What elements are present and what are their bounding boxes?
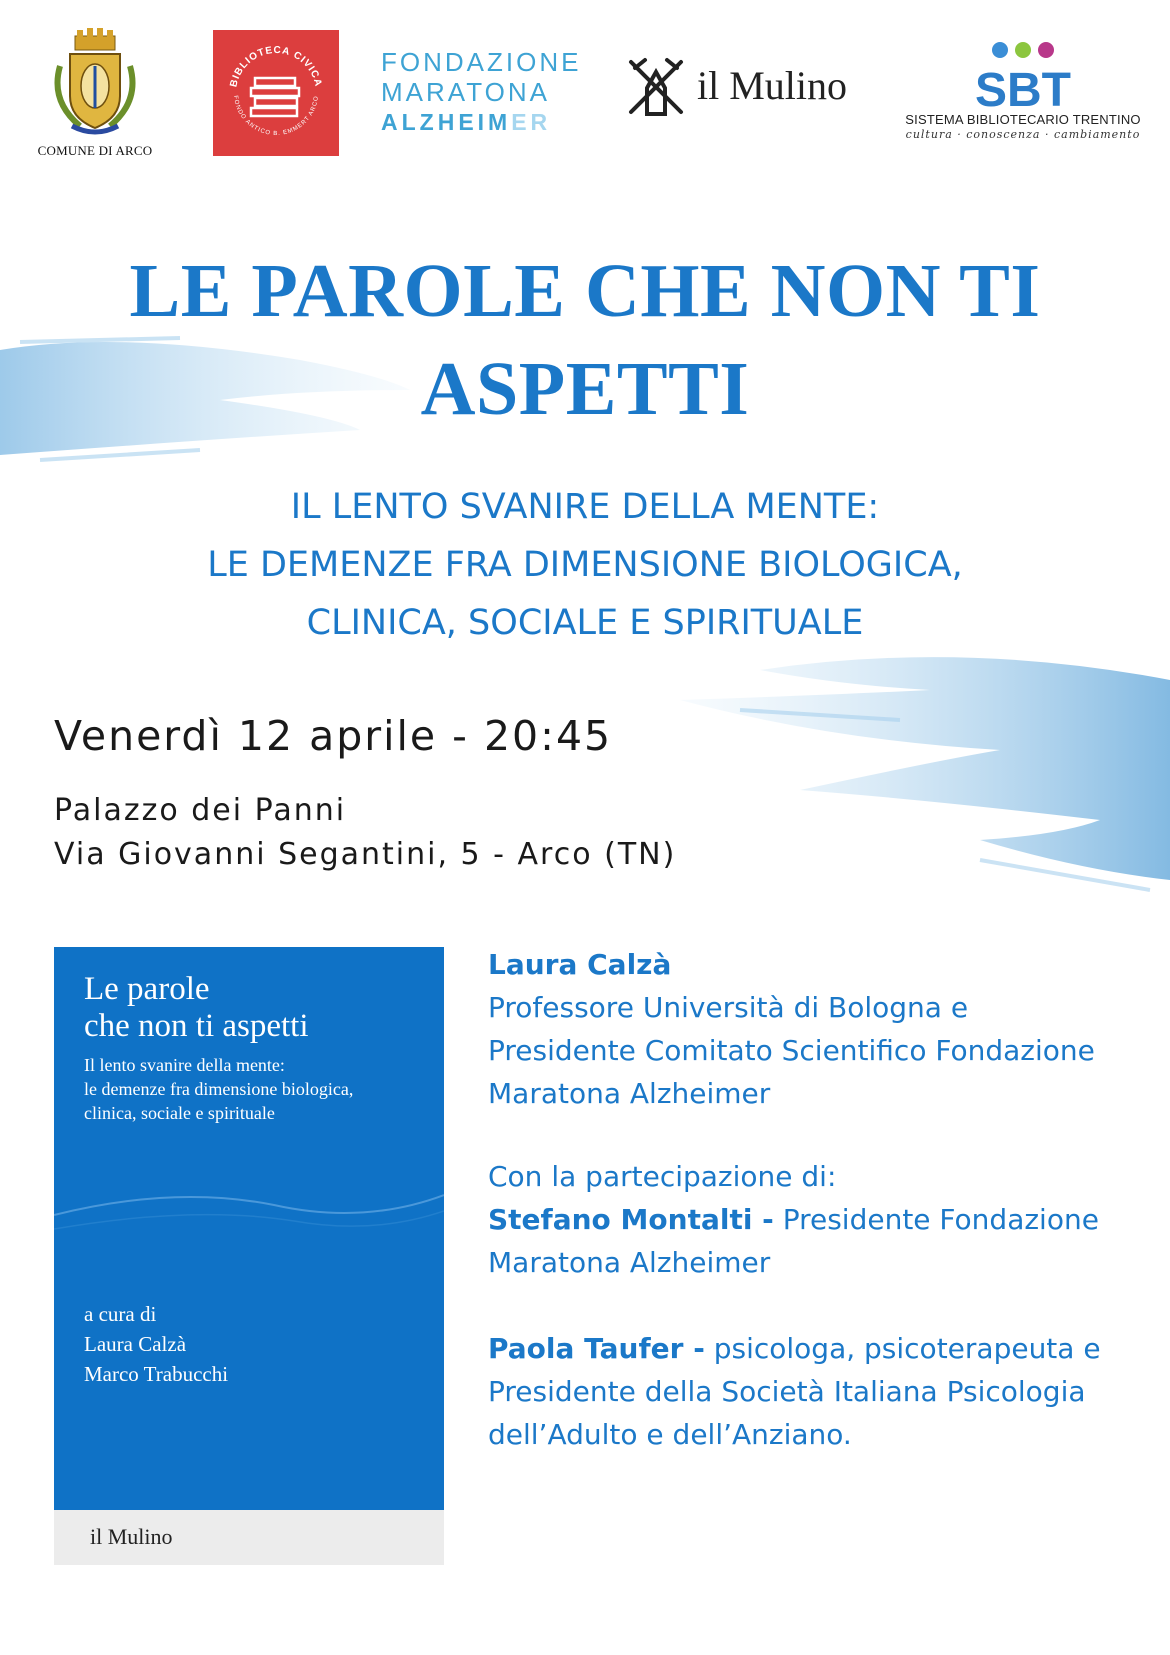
comune-caption: COMUNE DI ARCO	[37, 143, 153, 158]
biblioteca-civica-logo	[213, 30, 339, 156]
coat-of-arms-icon	[30, 26, 160, 141]
book-title-line-1: Le parole	[84, 971, 210, 1007]
book-subtitle-line-1: Il lento svanire della mente:	[84, 1055, 285, 1075]
guest-1	[488, 1198, 1148, 1241]
subtitle-line-2: LE DEMENZE FRA DIMENSIONE BIOLOGICA,	[207, 545, 963, 585]
sbt-name: SISTEMA BIBLIOTECARIO TRENTINO	[905, 112, 1141, 127]
subtitle-line-1: IL LENTO SVANIRE DELLA MENTE:	[290, 487, 880, 527]
book-curated-by: a cura di	[84, 1302, 157, 1326]
participation-intro: Con la partecipazione di:	[488, 1160, 837, 1193]
main-speaker-role-3: Maratona Alzheimer	[488, 1077, 771, 1110]
guest-1-role-b: Maratona Alzheimer	[488, 1246, 771, 1279]
brush-stroke-right	[680, 640, 1170, 900]
book-editors	[84, 1299, 228, 1389]
book-wave-decoration	[54, 1185, 444, 1245]
il-mulino-logo	[625, 54, 865, 120]
sbt-tagline: cultura · conoscenza · cambiamento	[905, 128, 1141, 141]
svg-text:FONDO ANTICO B. EMMERT ARCO: FONDO ANTICO B. EMMERT ARCO	[232, 95, 320, 138]
event-title	[60, 242, 1110, 438]
title-line-1: LE PAROLE CHE NON TI	[129, 249, 1041, 333]
book-footer	[54, 1510, 444, 1565]
comune-di-arco-logo	[30, 26, 160, 156]
venue-address: Via Giovanni Segantini, 5 - Arco (TN)	[54, 837, 677, 872]
venue-name: Palazzo dei Panni	[54, 793, 347, 828]
title-line-2: ASPETTI	[420, 347, 750, 431]
book-title-line-2: che non ti aspetti	[84, 1008, 309, 1044]
guest-2-role-c: dell’Adulto e dell’Anziano.	[488, 1418, 852, 1451]
books-icon	[213, 30, 339, 156]
main-speaker-role-2: Presidente Comitato Scientifico Fondazione	[488, 1034, 1095, 1067]
guest-1-name: Stefano Montalti -	[488, 1203, 774, 1236]
event-place	[54, 789, 676, 877]
guest-2	[488, 1327, 1148, 1370]
main-speaker-name: Laura Calzà	[488, 948, 672, 981]
guest-2-role-b: Presidente della Società Italiana Psicologia	[488, 1375, 1086, 1408]
subtitle-line-3: CLINICA, SOCIALE E SPIRITUALE	[306, 603, 864, 643]
book-editor-2: Marco Trabucchi	[84, 1362, 229, 1386]
fma-line-3a: ALZHEIM	[381, 109, 512, 135]
book-editor-1: Laura Calzà	[84, 1332, 187, 1356]
guest-2-name: Paola Taufer -	[488, 1332, 705, 1365]
book-cover	[54, 947, 444, 1565]
fma-line-3b: ER	[511, 109, 552, 135]
event-date: Venerdì 12 aprile - 20:45	[54, 712, 613, 760]
guest-2-role-a: psicologa, psicoterapeuta e	[704, 1332, 1101, 1365]
fondazione-maratona-alzheimer-logo	[381, 47, 591, 137]
speakers-block	[488, 943, 1148, 1456]
mulino-wordmark: il Mulino	[697, 63, 848, 108]
fma-line-1: FONDAZIONE	[381, 47, 582, 77]
book-subtitle	[84, 1053, 353, 1125]
main-speaker-role-1: Professore Università di Bologna e	[488, 991, 969, 1024]
fma-line-2: MARATONA	[381, 77, 550, 107]
book-publisher: il Mulino	[90, 1524, 173, 1549]
fma-line-3	[381, 107, 591, 137]
guest-1-role-a: Presidente Fondazione	[773, 1203, 1099, 1236]
book-subtitle-line-2: le demenze fra dimensione biologica,	[84, 1079, 354, 1099]
windmill-icon	[625, 54, 687, 120]
book-subtitle-line-3: clinica, sociale e spirituale	[84, 1103, 275, 1123]
svg-text:SBT: SBT	[975, 64, 1071, 112]
sbt-logo	[893, 40, 1153, 150]
sbt-mark-icon	[893, 40, 1153, 112]
event-subtitle	[60, 478, 1110, 652]
book-title	[84, 971, 309, 1045]
svg-text:BIBLIOTECA CIVICA: BIBLIOTECA CIVICA	[228, 44, 324, 89]
